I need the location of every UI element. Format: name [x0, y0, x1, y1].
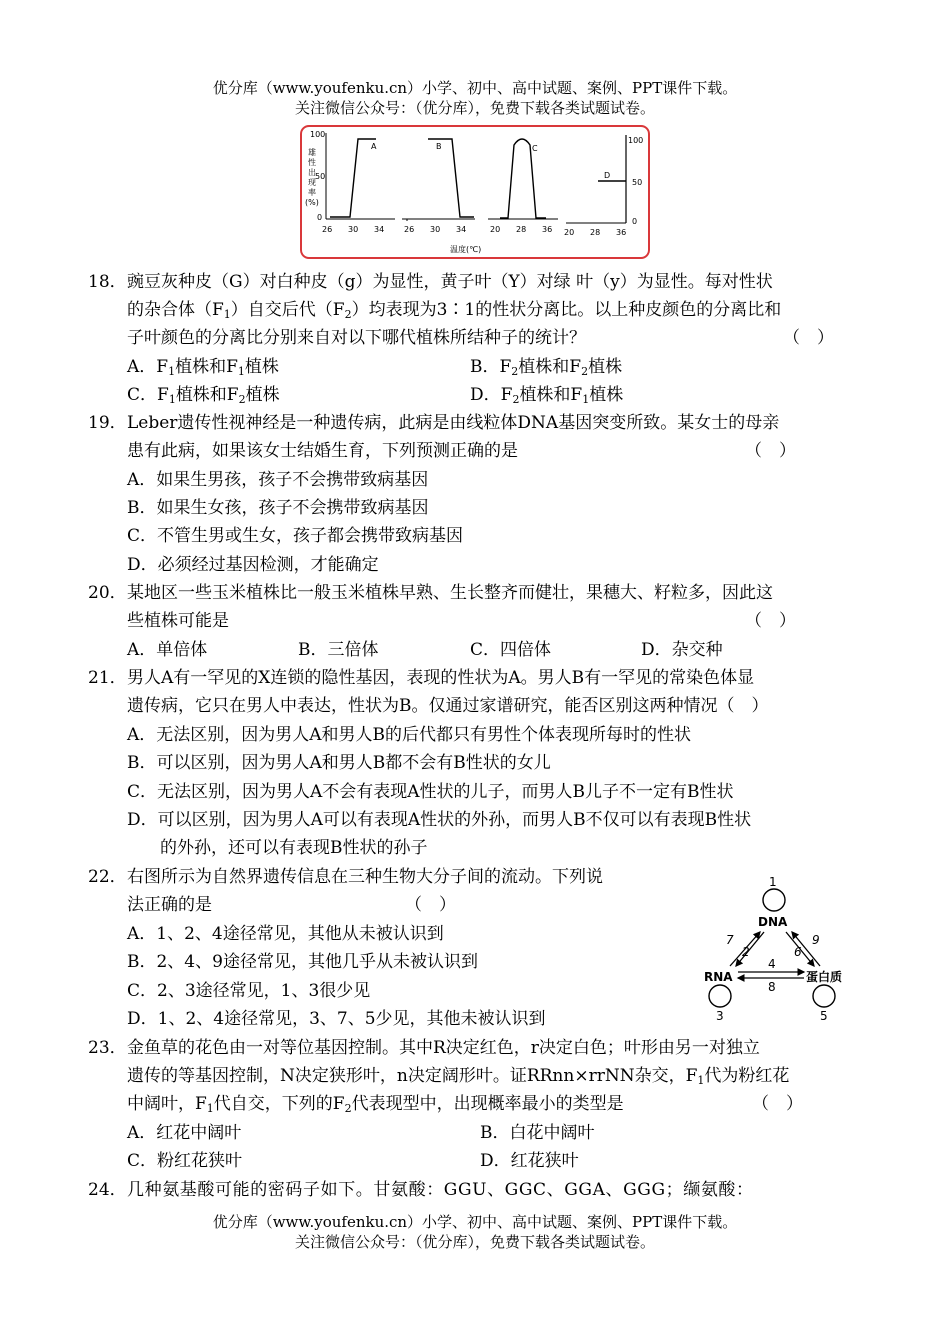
label-8: 8: [768, 980, 776, 994]
q19-option-a: A．如果生男孩，孩子不会携带致病基因: [127, 470, 429, 490]
arrow-2: [736, 932, 764, 966]
q18-number: 18．: [88, 272, 127, 292]
label-4: 4: [768, 957, 776, 971]
y-tick-50: 50: [315, 172, 326, 181]
y-axis-label-2: 性: [308, 158, 316, 167]
q21-option-d-line-2: 的外孙，还可以有表现B性状的孙子: [160, 838, 428, 858]
q22-option-a: A．1、2、4途径常见，其他从未被认识到: [127, 924, 444, 944]
label-3: 3: [716, 1009, 724, 1023]
panel-b-label: B: [436, 142, 442, 151]
q18-answer-blank: （ ）: [783, 328, 834, 348]
q23-option-c: C．粉红花狭叶: [127, 1151, 243, 1171]
y-axis-label-5: 率: [308, 188, 316, 197]
q21-number: 21．: [88, 668, 127, 688]
q18-line-3: 子叶颜色的分离比分别来自对以下哪代植株所结种子的统计？: [127, 328, 586, 348]
q24-line-1: 几种氨基酸可能的密码子如下。甘氨酸：GGU、GGC、GGA、GGG；缬氨酸：: [127, 1180, 754, 1200]
panel-d-rtick-100: 100: [628, 136, 644, 145]
q20-number: 20．: [88, 583, 127, 603]
label-9: 9: [812, 933, 820, 947]
q20-option-a: A．单倍体: [127, 640, 208, 660]
q19-option-d: D．必须经过基因检测，才能确定: [127, 555, 379, 575]
panel-d-rtick-50: 50: [632, 178, 643, 187]
panel-c-xtick-2: 28: [516, 225, 527, 234]
q23-line-1: 金鱼草的花色由一对等位基因控制。其中R决定红色，r决定白色；叶形由另一对独立: [127, 1038, 760, 1058]
header-line-1: 优分库（www.youfenku.cn）小学、初中、高中试题、案例、PPT课件下载。: [212, 79, 738, 97]
q19-option-c: C．不管生男或生女，孩子都会携带致病基因: [127, 526, 464, 546]
panel-d-label: D: [604, 171, 611, 180]
y-tick-100: 100: [310, 130, 326, 139]
y-axis-label-4: 现: [308, 178, 316, 187]
q21-option-b: B．可以区别，因为男人A和男人B都不会有B性状的女儿: [127, 753, 551, 773]
panel-d-rtick-0: 0: [632, 217, 638, 226]
q18-option-c: C．$F_1$植株和$F_2$植株: [127, 385, 280, 406]
label-5: 5: [820, 1009, 828, 1023]
panel-c-xtick-1: 20: [490, 225, 501, 234]
q19-line-2: 患有此病，如果该女士结婚生育，下列预测正确的是: [127, 441, 518, 461]
q21-line-2: 遗传病，它只在男人中表达，性状为B。仅通过家谱研究，能否区别这两种情况（ ）: [127, 696, 769, 716]
loop-1: [763, 889, 785, 911]
label-6: 6: [794, 945, 802, 959]
q19-option-b: B．如果生女孩，孩子不会携带致病基因: [127, 498, 429, 518]
panel-a-label: A: [371, 142, 377, 151]
q18-line-2: 的杂合体$(F_1)$自交后代$(F_2)$均表现为3∶1的性状分离比。以上种皮颜色的分离比和: [127, 300, 782, 321]
q22-answer-blank: （ ）: [405, 895, 456, 915]
q22-option-b: B．2、4、9途径常见，其他几乎从未被认识到: [127, 952, 478, 972]
q23-number: 23．: [88, 1038, 127, 1058]
q23-answer-blank: （ ）: [752, 1094, 803, 1114]
q22-option-d: D．1、2、4途径常见，3、7、5少见，其他未被认识到: [127, 1009, 546, 1029]
q20-line-1: 某地区一些玉米植株比一般玉米植株早熟、生长整齐而健壮，果穗大、籽粒多，因此这: [127, 583, 773, 603]
q18-option-a: A．$F_1$植株和$F_1$植株: [127, 357, 279, 378]
node-rna: RNA: [704, 970, 733, 984]
q23-option-b: B．白花中阔叶: [480, 1123, 595, 1143]
genetic-flow-diagram: [700, 870, 860, 1025]
label-1: 1: [769, 875, 777, 889]
panel-b-xtick-1: 26: [404, 225, 415, 234]
q23-line-2: 遗传的等基因控制，N决定狭形叶，n决定阔形叶。证RRnn×rrNN杂交，$F_1$代为粉红花: [127, 1066, 790, 1087]
q19-answer-blank: （ ）: [745, 441, 796, 461]
label-2: 2: [742, 945, 750, 959]
y-axis-label-1: 雄: [308, 148, 316, 157]
footer-line-1: 优分库（www.youfenku.cn）小学、初中、高中试题、案例、PPT课件下载。: [212, 1213, 738, 1231]
panel-c-xtick-3: 36: [542, 225, 553, 234]
q18-option-d: D．$F_2$植株和$F_1$植株: [470, 385, 624, 406]
x-axis-label: 温度(℃): [450, 245, 482, 254]
q23-option-d: D．红花狭叶: [480, 1151, 579, 1171]
panel-d-xtick-3: 36: [616, 228, 627, 237]
q19-line-1: Leber遗传性视神经是一种遗传病，此病是由线粒体DNA基因突变所致。某女士的母亲: [127, 413, 780, 433]
panel-d-xtick-1: 20: [564, 228, 575, 237]
q21-option-a: A．无法区别，因为男人A和男人B的后代都只有男性个体表现所每时的性状: [127, 725, 692, 745]
q20-line-2: 些植株可能是: [127, 611, 229, 631]
label-7: 7: [726, 933, 734, 947]
q18-line-1: 豌豆灰种皮（G）对白种皮（g）为显性，黄子叶（Y）对绿 叶（y）为显性。每对性状: [127, 272, 773, 292]
temperature-sex-ratio-figure: [300, 125, 650, 259]
loop-5: [813, 985, 835, 1007]
y-tick-0: 0: [317, 213, 323, 222]
q20-option-d: D．杂交种: [641, 640, 723, 660]
node-protein: 蛋白质: [806, 970, 843, 984]
panel-c-label: C: [532, 144, 538, 153]
y-axis-label-3: 出: [308, 168, 316, 177]
panel-a-xtick-2: 30: [348, 225, 359, 234]
panel-b-xtick-2: 30: [430, 225, 441, 234]
q21-line-1: 男人A有一罕见的X连锁的隐性基因，表现的性状为A。男人B有一罕见的常染色体显: [127, 668, 755, 688]
q22-number: 22．: [88, 867, 127, 887]
y-axis-label-6: (%): [305, 198, 319, 207]
panel-d-xtick-2: 28: [590, 228, 601, 237]
loop-3: [709, 985, 731, 1007]
q24-number: 24．: [88, 1180, 127, 1200]
q21-option-d-line-1: D．可以区别，因为男人A可以有表现A性状的外孙，而男人B不仅可以有表现B性状: [127, 810, 752, 830]
panel-a-xtick-1: 26: [322, 225, 333, 234]
q22-line-2: 法正确的是: [127, 895, 212, 915]
node-dna: DNA: [758, 915, 788, 929]
q23-option-a: A．红花中阔叶: [127, 1123, 242, 1143]
q21-option-c: C．无法区别，因为男人A不会有表现A性状的儿子，而男人B儿子不一定有B性状: [127, 782, 734, 802]
header-line-2: 关注微信公众号：（优分库），免费下载各类试题试卷。: [294, 99, 655, 117]
q23-line-3: 中阔叶，$F_1$代自交，下列的$F_2$代表现型中，出现概率最小的类型是: [127, 1094, 624, 1115]
q20-option-c: C．四倍体: [470, 640, 552, 660]
panel-b-xtick-3: 34: [456, 225, 467, 234]
q18-option-b: B．$F_2$植株和$F_2$植株: [470, 357, 623, 378]
q19-number: 19．: [88, 413, 127, 433]
footer-line-2: 关注微信公众号：（优分库），免费下载各类试题试卷。: [294, 1233, 655, 1251]
panel-a-xtick-3: 34: [374, 225, 385, 234]
q22-option-c: C．2、3途径常见，1、3很少见: [127, 981, 371, 1001]
q22-line-1: 右图所示为自然界遗传信息在三种生物大分子间的流动。下列说: [127, 867, 603, 887]
q20-answer-blank: （ ）: [745, 611, 796, 631]
q20-option-b: B．三倍体: [298, 640, 379, 660]
